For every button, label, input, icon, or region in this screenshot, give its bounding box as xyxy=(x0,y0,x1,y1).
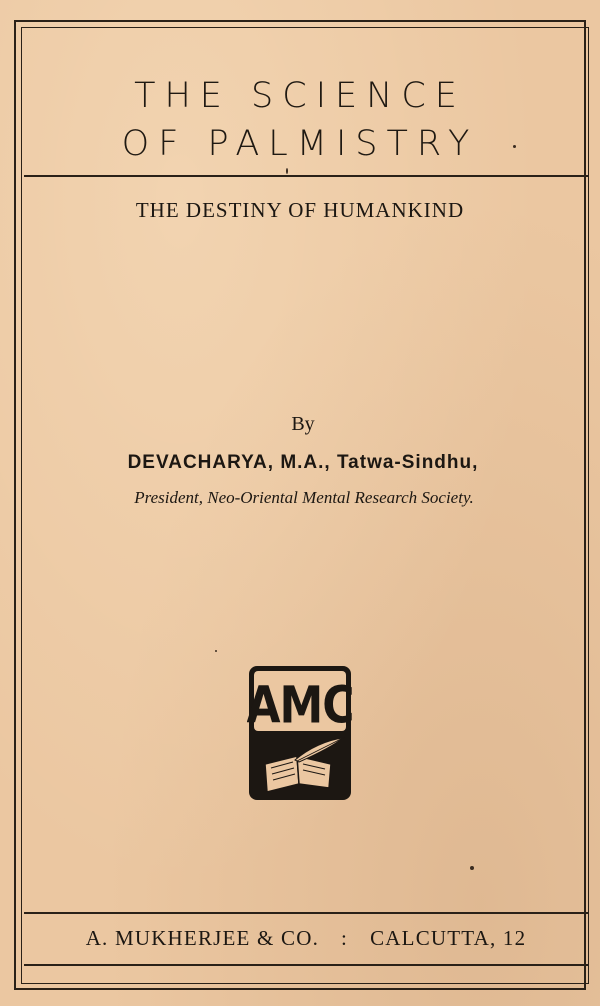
logo-text: AMC xyxy=(247,676,353,736)
author-affiliation: President, Neo-Oriental Mental Research Society. xyxy=(134,488,474,507)
paper-speck xyxy=(513,145,516,148)
publisher-city: CALCUTTA, 12 xyxy=(370,926,527,950)
imprint-separator: : xyxy=(341,926,349,950)
paper-speck xyxy=(215,650,217,652)
publisher-name: A. MUKHERJEE & CO. xyxy=(85,926,320,950)
book-title-line-1: THE SCIENCE xyxy=(134,76,466,116)
publisher-imprint xyxy=(28,926,584,951)
book-title-line-2: OF PALMISTRY xyxy=(121,124,479,164)
paper-speck xyxy=(470,866,474,870)
book-subtitle: THE DESTINY OF HUMANKIND xyxy=(135,198,465,222)
author-name: DEVACHARYA, M.A., Tatwa-Sindhu, xyxy=(127,452,479,473)
footer-divider-top xyxy=(24,912,588,914)
paper-speck xyxy=(286,168,288,174)
title-divider xyxy=(24,175,588,177)
footer-divider-bottom xyxy=(24,964,588,966)
by-label: By xyxy=(291,413,315,435)
publisher-logo xyxy=(247,664,353,802)
